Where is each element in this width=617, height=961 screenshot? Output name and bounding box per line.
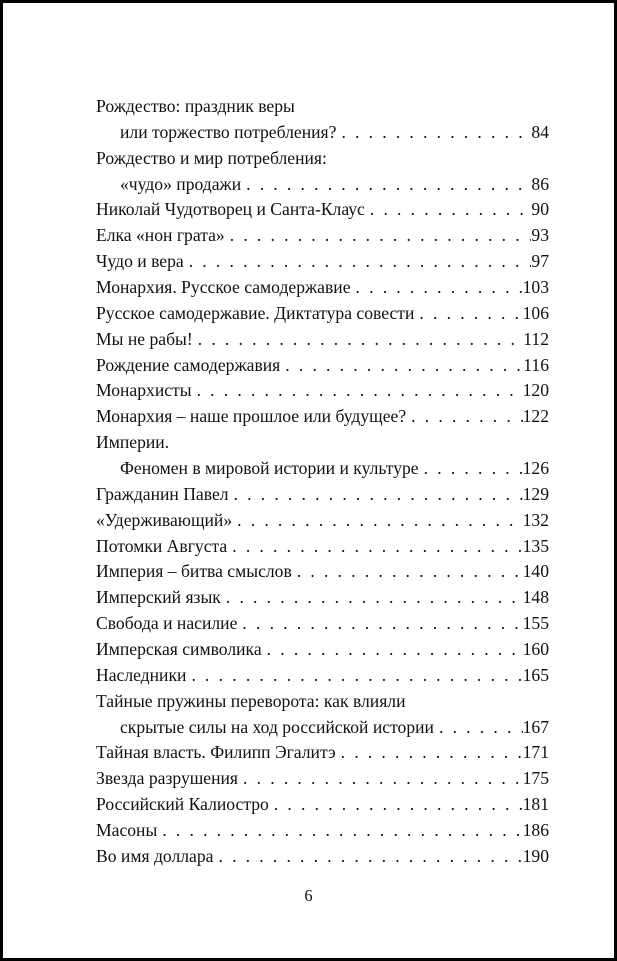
toc-entry xyxy=(96,378,549,404)
dot-leader xyxy=(227,534,522,560)
toc-entry-page: 122 xyxy=(522,406,549,427)
toc-entry xyxy=(96,766,549,792)
dot-leader xyxy=(157,818,522,844)
dot-leader xyxy=(336,740,523,766)
toc-entry-title: «Удерживающий» xyxy=(96,509,233,530)
toc-entry-title: Империи. xyxy=(96,432,170,453)
toc-entry xyxy=(96,740,549,766)
toc-entry xyxy=(96,301,549,327)
toc-entry xyxy=(96,353,549,379)
toc-entry xyxy=(96,94,549,120)
dot-leader xyxy=(193,327,524,353)
toc-entry-title: Елка «нон грата» xyxy=(96,225,225,246)
toc-entry-title: Феномен в мировой истории и культуре xyxy=(120,458,419,479)
toc-entry-page: 155 xyxy=(522,613,549,634)
toc-entry-page: 190 xyxy=(522,845,549,866)
dot-leader xyxy=(365,197,532,223)
dot-leader xyxy=(406,404,522,430)
toc-entry-page: 148 xyxy=(522,587,549,608)
toc-entry-title: Наследники xyxy=(96,664,187,685)
page-number: 6 xyxy=(304,886,313,905)
toc-entry-title: Имперский язык xyxy=(96,587,221,608)
toc-entry-title: Масоны xyxy=(96,820,158,841)
toc-entry xyxy=(96,715,549,741)
toc-entry xyxy=(96,611,549,637)
dot-leader xyxy=(213,844,522,870)
toc-entry xyxy=(96,818,549,844)
toc-entry-page: 129 xyxy=(522,483,549,504)
toc-entry-page: 86 xyxy=(531,173,549,194)
toc-entry-title: Звезда разрушения xyxy=(96,768,239,789)
toc-entry-title: Российский Калиостро xyxy=(96,794,269,815)
toc-entry xyxy=(96,637,549,663)
dot-leader xyxy=(241,172,531,198)
dot-leader xyxy=(238,766,523,792)
toc-entry-title: Тайная власть. Филипп Эгалитэ xyxy=(96,742,336,763)
toc-entry xyxy=(96,456,549,482)
toc-entry-page: 112 xyxy=(523,328,549,349)
toc-entry-title: скрытые силы на ход российской истории xyxy=(120,716,434,737)
toc-entry xyxy=(96,844,549,870)
toc-entry xyxy=(96,404,549,430)
dot-leader xyxy=(262,637,523,663)
toc-entry-title: Гражданин Павел xyxy=(96,483,229,504)
toc-entry-title: Монархия – наше прошлое или будущее? xyxy=(96,406,407,427)
toc-entry-title: Во имя доллара xyxy=(96,845,214,866)
toc-entry-page: 93 xyxy=(531,225,549,246)
toc-entry-page: 132 xyxy=(522,509,549,530)
dot-leader xyxy=(221,585,523,611)
toc-entry-page: 175 xyxy=(522,768,549,789)
toc-entry-title: Рождество и мир потребления: xyxy=(96,147,327,168)
toc-entry xyxy=(96,146,549,172)
toc-entry-title: Свобода и насилие xyxy=(96,613,238,634)
toc-entry xyxy=(96,197,549,223)
toc-entry xyxy=(96,508,549,534)
dot-leader xyxy=(269,792,523,818)
dot-leader xyxy=(419,456,523,482)
toc-entry-page: 165 xyxy=(522,664,549,685)
toc-entry xyxy=(96,689,549,715)
toc-entry-title: Империя – битва смыслов xyxy=(96,561,292,582)
table-of-contents xyxy=(96,94,549,870)
toc-entry xyxy=(96,585,549,611)
toc-entry xyxy=(96,327,549,353)
toc-entry xyxy=(96,249,549,275)
dot-leader xyxy=(186,663,522,689)
dot-leader xyxy=(184,249,532,275)
toc-entry-title: Имперская символика xyxy=(96,639,262,660)
toc-entry-title: Рождество: праздник веры xyxy=(96,96,295,116)
toc-entry xyxy=(96,120,549,146)
toc-entry-title: или торжество потребления? xyxy=(120,121,337,142)
toc-entry-page: 90 xyxy=(531,199,549,220)
toc-entry-page: 126 xyxy=(522,458,549,479)
dot-leader xyxy=(232,508,522,534)
toc-entry xyxy=(96,792,549,818)
toc-entry xyxy=(96,663,549,689)
toc-entry-page: 171 xyxy=(522,742,549,763)
dot-leader xyxy=(414,301,522,327)
toc-entry xyxy=(96,172,549,198)
toc-entry xyxy=(96,559,549,585)
dot-leader xyxy=(280,353,523,379)
toc-entry-title: Чудо и вера xyxy=(96,251,184,272)
toc-entry-title: Монархия. Русское самодержавие xyxy=(96,277,351,298)
toc-entry xyxy=(96,482,549,508)
toc-entry-page: 186 xyxy=(522,820,549,841)
dot-leader xyxy=(336,120,531,146)
dot-leader xyxy=(351,275,523,301)
toc-entry-page: 181 xyxy=(522,794,549,815)
dot-leader xyxy=(292,559,523,585)
toc-entry-page: 160 xyxy=(522,639,549,660)
toc-entry-page: 140 xyxy=(522,561,549,582)
toc-entry-page: 84 xyxy=(531,121,549,142)
toc-entry-page: 135 xyxy=(522,535,549,556)
dot-leader xyxy=(225,223,532,249)
dot-leader xyxy=(237,611,522,637)
toc-entry-title: Русское самодержавие. Диктатура совести xyxy=(96,302,415,323)
toc-entry-page: 106 xyxy=(522,302,549,323)
toc-entry xyxy=(96,430,549,456)
toc-entry-page: 103 xyxy=(522,277,549,298)
toc-entry-page: 120 xyxy=(522,380,549,401)
toc-entry-title: Монархисты xyxy=(96,380,192,401)
toc-entry-page: 167 xyxy=(522,716,549,737)
toc-entry-title: Рождение самодержавия xyxy=(96,354,281,375)
dot-leader xyxy=(229,482,523,508)
toc-entry-page: 97 xyxy=(531,251,549,272)
dot-leader xyxy=(192,378,523,404)
toc-entry-title: Тайные пружины переворота: как влияли xyxy=(96,690,406,711)
toc-entry-title: Мы не рабы! xyxy=(96,328,193,349)
toc-entry-title: Николай Чудотворец и Санта-Клаус xyxy=(96,199,365,220)
toc-entry xyxy=(96,223,549,249)
toc-entry-page: 116 xyxy=(523,354,549,375)
toc-entry xyxy=(96,275,549,301)
toc-entry-title: «чудо» продажи xyxy=(120,173,242,194)
toc-entry xyxy=(96,534,549,560)
toc-entry-title: Потомки Августа xyxy=(96,535,228,556)
dot-leader xyxy=(434,715,523,741)
